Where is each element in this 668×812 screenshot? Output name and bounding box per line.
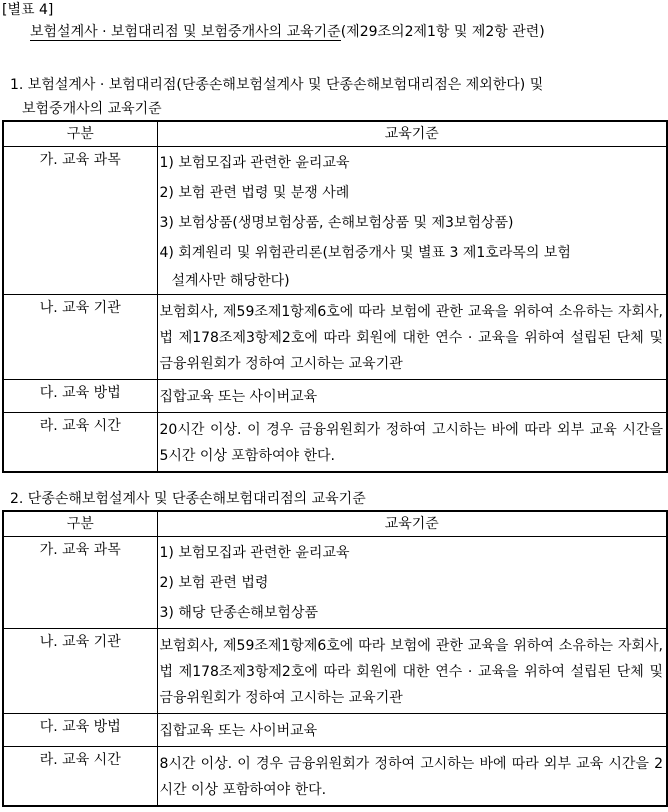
subject-item: 1) 보험모집과 관련한 윤리교육 xyxy=(159,545,350,561)
institutions-text: 보험회사, 제59조제1항제6호에 따라 보험에 관한 교육을 위하여 소유하는 자회사, 법 제178조제3항제2호에 따라 회원에 대한 연수 · 교육을 위하여 설립된 단체 및 금융위원회가 정하여 고시하는 교육기관 xyxy=(157,295,667,380)
row-label-institutions: 나. 교육 기관 xyxy=(3,629,157,714)
method-text: 집합교육 또는 사이버교육 xyxy=(157,714,667,747)
column-header-criteria: 교육기준 xyxy=(157,121,667,147)
hours-text: 20시간 이상. 이 경우 금융위원회가 정하여 고시하는 바에 따라 외부 교육 시간을 5시간 이상 포함하여야 한다. xyxy=(157,413,667,473)
table-header-row xyxy=(3,121,667,147)
table-row xyxy=(3,629,667,714)
subject-item: 4) 회계원리 및 위험관리론(보험중개사 및 별표 3 제1호라목의 보험 xyxy=(159,245,571,261)
column-header-category: 구분 xyxy=(3,121,157,147)
subjects-cell xyxy=(157,537,667,629)
subject-item: 2) 보험 관련 법령 및 분쟁 사례 xyxy=(159,185,350,201)
section1-heading-line1: 1. 보험설계사 · 보험대리점(단종손해보험설계사 및 단종손해보험대리점은 제외한다) 및 xyxy=(10,77,544,93)
section2-table xyxy=(2,510,668,807)
hours-text: 8시간 이상. 이 경우 금융위원회가 정하여 고시하는 바에 따라 외부 교육 시간을 2시간 이상 포함하여야 한다. xyxy=(157,747,667,807)
section1-heading-line2: 보험중개사의 교육기준 xyxy=(22,101,162,117)
method-text: 집합교육 또는 사이버교육 xyxy=(157,380,667,413)
row-label-subjects: 가. 교육 과목 xyxy=(3,537,157,629)
document-title xyxy=(30,23,545,41)
row-label-subjects: 가. 교육 과목 xyxy=(3,147,157,295)
table-row xyxy=(3,714,667,747)
row-label-method: 다. 교육 방법 xyxy=(3,380,157,413)
table-row xyxy=(3,747,667,807)
title-suffix: (제29조의2제1항 및 제2항 관련) xyxy=(340,24,545,40)
subject-item: 3) 해당 단종손해보험상품 xyxy=(159,605,319,621)
subject-item: 2) 보험 관련 법령 xyxy=(159,575,269,591)
table-row xyxy=(3,295,667,380)
table-row xyxy=(3,537,667,629)
column-header-category: 구분 xyxy=(3,511,157,537)
appendix-label: [별표 4] xyxy=(2,2,54,18)
subject-item: 1) 보험모집과 관련한 윤리교육 xyxy=(159,155,350,171)
row-label-hours: 라. 교육 시간 xyxy=(3,413,157,473)
row-label-method: 다. 교육 방법 xyxy=(3,714,157,747)
title-main: 보험설계사 · 보험대리점 및 보험중개사의 교육기준 xyxy=(30,24,341,40)
institutions-text: 보험회사, 제59조제1항제6호에 따라 보험에 관한 교육을 위하여 소유하는 자회사, 법 제178조제3항제2호에 따라 회원에 대한 연수 · 교육을 위하여 설립된 단체 및 금융위원회가 정하여 고시하는 교육기관 xyxy=(157,629,667,714)
row-label-hours: 라. 교육 시간 xyxy=(3,747,157,807)
subjects-cell xyxy=(157,147,667,295)
column-header-criteria: 교육기준 xyxy=(157,511,667,537)
row-label-institutions: 나. 교육 기관 xyxy=(3,295,157,380)
subject-item-continuation: 설계사만 해당한다) xyxy=(171,273,290,289)
table-row xyxy=(3,147,667,295)
table-row xyxy=(3,413,667,473)
table-row xyxy=(3,380,667,413)
table-header-row xyxy=(3,511,667,537)
section1-table xyxy=(2,120,668,473)
subject-item: 3) 보험상품(생명보험상품, 손해보험상품 및 제3보험상품) xyxy=(159,215,514,231)
section2-heading: 2. 단종손해보험설계사 및 단종손해보험대리점의 교육기준 xyxy=(10,491,366,507)
